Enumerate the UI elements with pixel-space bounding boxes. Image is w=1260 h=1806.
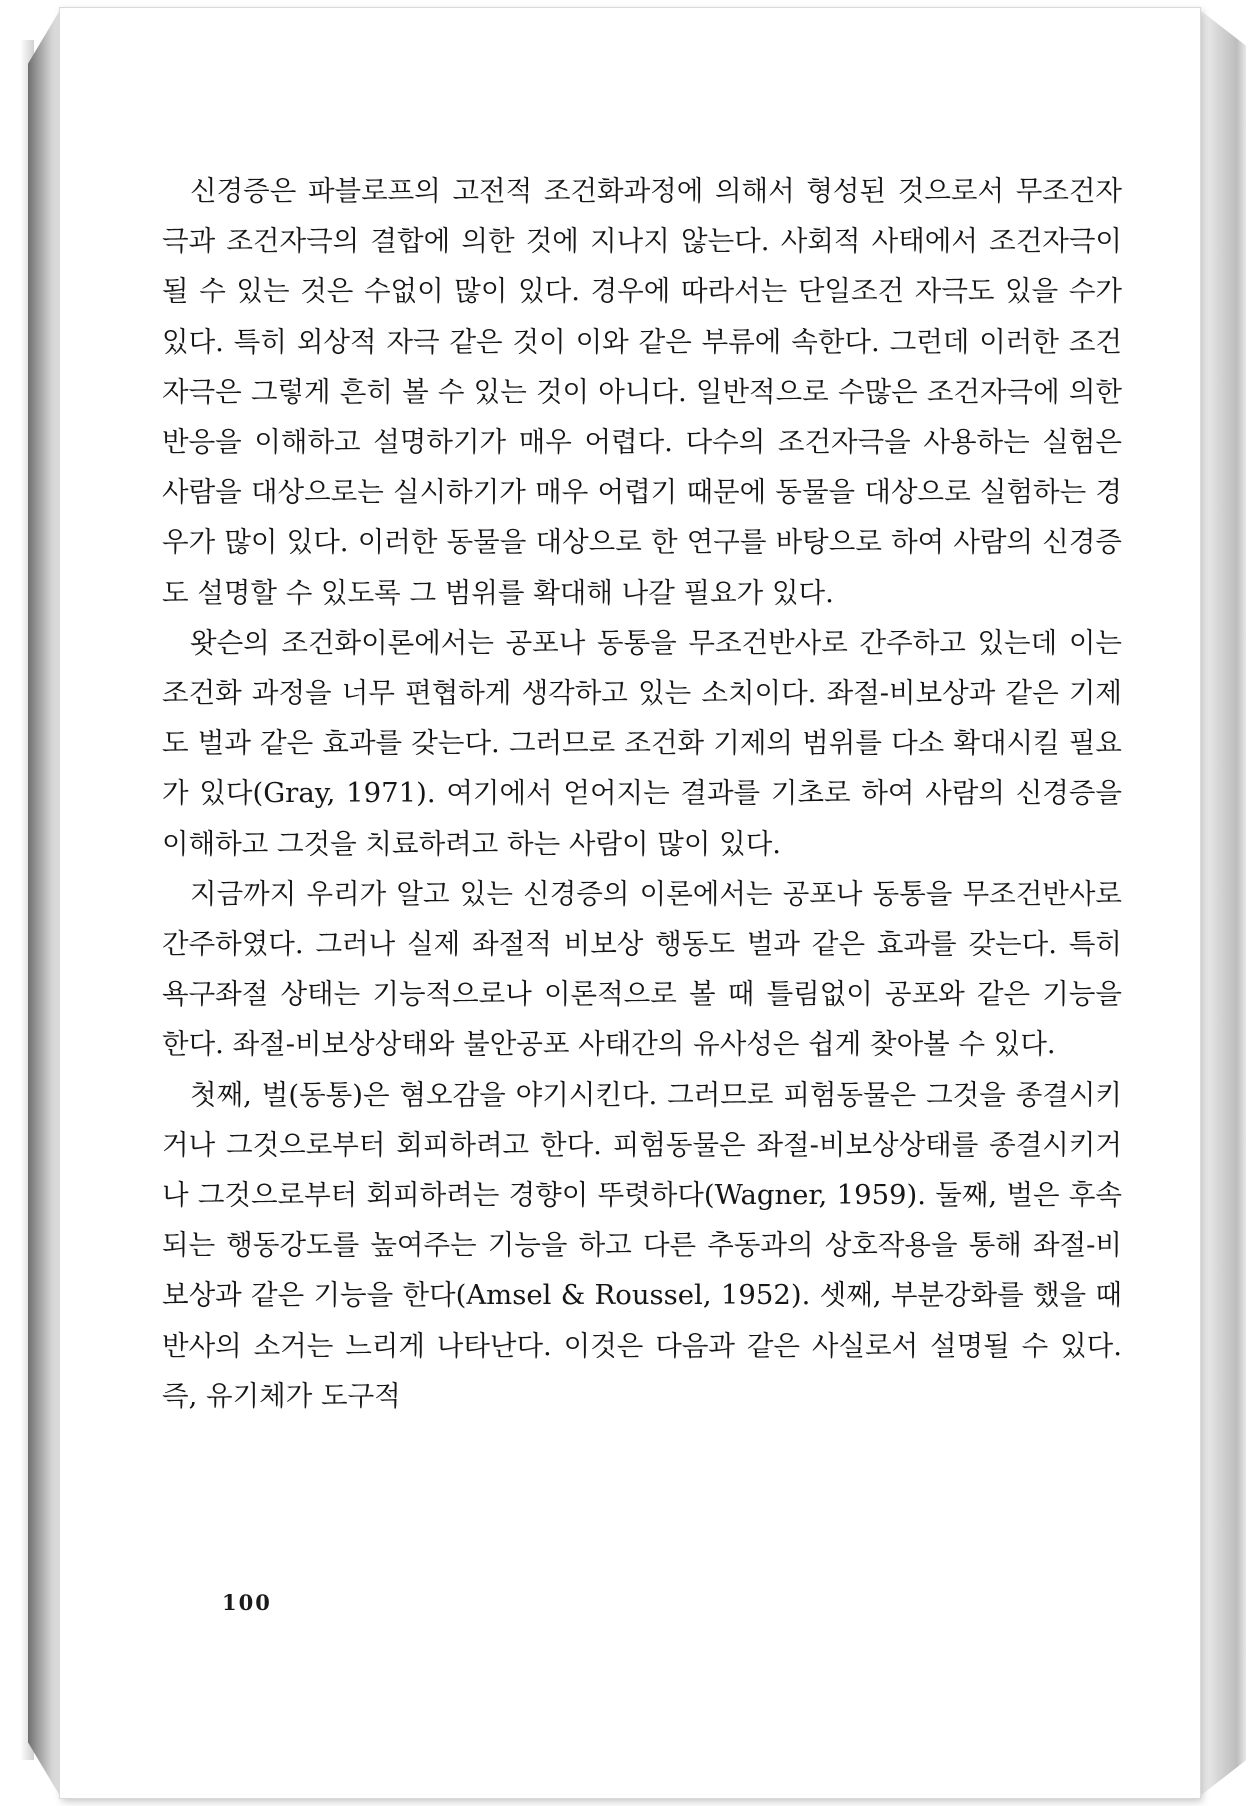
right-page-edges [1200,10,1246,1796]
paragraph-2: 왓슨의 조건화이론에서는 공포나 동통을 무조건반사로 간주하고 있는데 이는 조건화 과정을 너무 편협하게 생각하고 있는 소치이다. 좌절-비보상과 같은 기제도 벌과 같은 효과를 갖는다. 그러므로 조건화 기제의 범위를 다소 확대시킬 필요가 있다(Gray, 1971). 여기에서 얻어지는 결과를 기초로 하여 사람의 신경증을 이해하고 그것을 치료하려고 하는 사람이 많이 있다. [162,626,1122,860]
left-page-edges [28,10,60,1796]
paragraph-3: 지금까지 우리가 알고 있는 신경증의 이론에서는 공포나 동통을 무조건반사로 간주하였다. 그러나 실제 좌절적 비보상 행동도 벌과 같은 효과를 갖는다. 특히 욕구좌절 상태는 기능적으로나 이론적으로 볼 때 틀림없이 공포와 같은 기능을 한다. 좌절-비보상상태와 불안공포 사태간의 유사성은 쉽게 찾아볼 수 있다. [162,877,1122,1061]
body-text [162,166,1122,1421]
paragraph-4: 첫째, 벌(동통)은 혐오감을 야기시킨다. 그러므로 피험동물은 그것을 종결시키거나 그것으로부터 회피하려고 한다. 피험동물은 좌절-비보상상태를 종결시키거나 그것으로부터 회피하려는 경향이 뚜렷하다(Wagner, 1959). 둘째, 벌은 후속되는 행동강도를 높여주는 기능을 하고 다른 추동과의 상호작용을 통해 좌절-비보상과 같은 기능을 한다(Amsel & Roussel, 1952). 셋째, 부분강화를 했을 때 반사의 소거는 느리게 나타난다. 이것은 다음과 같은 사실로서 설명될 수 있다. 즉, 유기체가 도구적 [162,1078,1122,1412]
page-number: 100 [222,1590,272,1615]
paragraph-1: 신경증은 파블로프의 고전적 조건화과정에 의해서 형성된 것으로서 무조건자극과 조건자극의 결합에 의한 것에 지나지 않는다. 사회적 사태에서 조건자극이 될 수 있는 것은 수없이 많이 있다. 경우에 따라서는 단일조건 자극도 있을 수가 있다. 특히 외상적 자극 같은 것이 이와 같은 부류에 속한다. 그런데 이러한 조건자극은 그렇게 흔히 볼 수 있는 것이 아니다. 일반적으로 수많은 조건자극에 의한 반응을 이해하고 설명하기가 매우 어렵다. 다수의 조건자극을 사용하는 실험은 사람을 대상으로는 실시하기가 매우 어렵기 때문에 동물을 대상으로 실험하는 경우가 많이 있다. 이러한 동물을 대상으로 한 연구를 바탕으로 하여 사람의 신경증도 설명할 수 있도록 그 범위를 확대해 나갈 필요가 있다. [162,175,1122,609]
